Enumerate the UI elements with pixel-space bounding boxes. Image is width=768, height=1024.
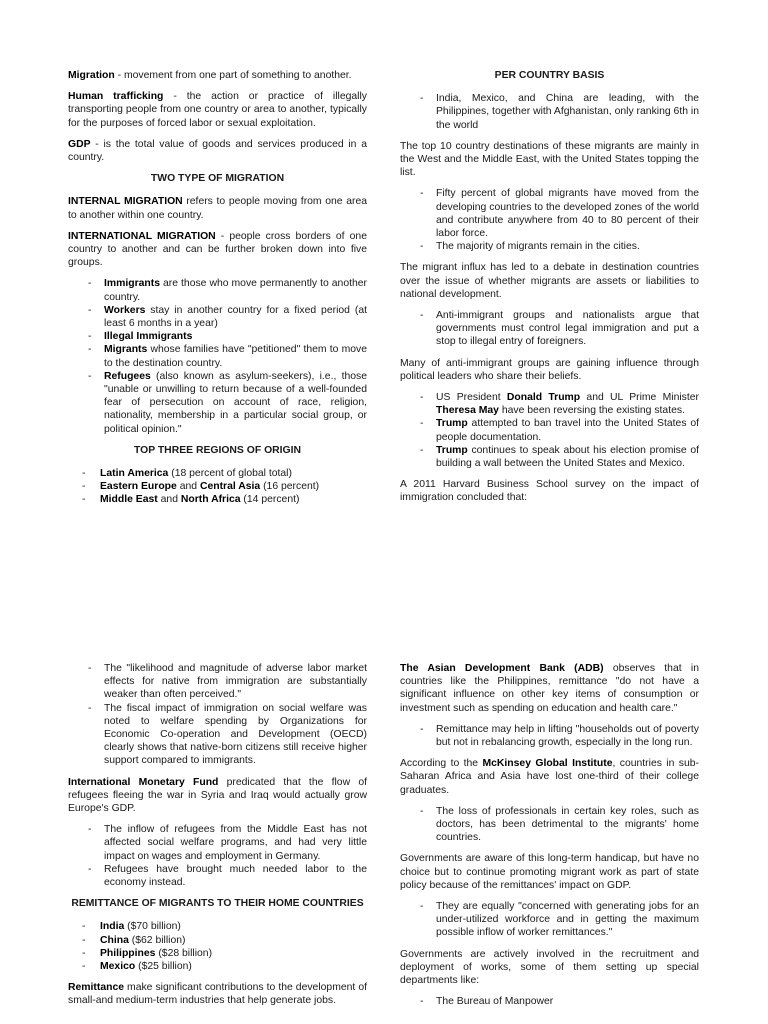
departments-list [400, 995, 699, 1008]
top-left-column [68, 69, 367, 515]
brain-drain-list [400, 805, 699, 845]
definition-human-trafficking: Human trafficking - the action or practice of illegally transporting people from one country or area to another, typically for the purposes of forced labor or sexual exploitation. [68, 91, 367, 129]
paragraph-governments-involved: Governments are actively involved in the recruitment and deployment of works, some of them setting up special departments like: [400, 948, 699, 987]
list-item: - Middle East and North Africa (14 percent) [68, 493, 367, 506]
regions-list [68, 467, 367, 507]
list-item: - The fiscal impact of immigration on social welfare was noted to welfare spending by Organizations for Economic Co-operation and Development (OECD) clearly shows that native-born citizens still receive higher support compared to immigrants. [68, 702, 367, 768]
list-item: - Philippines ($28 billion) [68, 947, 367, 960]
list-item: - US President Donald Trump and UL Prime Minister Theresa May have been reversing the existing states. [400, 391, 699, 417]
list-item: - Latin America (18 percent of global total) [68, 467, 367, 480]
heading-per-country: PER COUNTRY BASIS [494, 70, 605, 81]
list-item: - China ($62 billion) [68, 934, 367, 947]
list-item: - Immigrants are those who move permanently to another country. [68, 277, 367, 303]
paragraph-anti-immigrant-groups: Many of anti-immigrant groups are gaining influence through political leaders who share their beliefs. [400, 357, 699, 382]
list-item: - Fifty percent of global migrants have moved from the developing countries to the developed zones of the world and contribute anywhere from 40 to 80 percent of their labor force. [400, 187, 699, 240]
list-item: - The "likelihood and magnitude of adverse labor market effects for native from immigration are substantially weaker than often perceived." [68, 662, 367, 702]
paragraph-imf: International Monetary Fund predicated that the flow of refugees fleeing the war in Syria and Iraq would actually grow Europe's GDP. [68, 776, 367, 815]
list-item: - The Bureau of Manpower [400, 995, 699, 1008]
heading-top-regions: TOP THREE REGIONS OF ORIGIN [133, 444, 302, 456]
refugee-impact-list [68, 823, 367, 889]
paragraph-adb: The Asian Development Bank (ADB) observes that in countries like the Philippines, remittance "do not have a significant influence on other key items of consumption or investment such as spending on education and health care." [400, 663, 699, 714]
per-country-list [400, 92, 699, 132]
list-item: - India, Mexico, and China are leading, with the Philippines, together with Afghanistan, only ranking 6th in the world [400, 92, 699, 132]
list-item: - The inflow of refugees from the Middle East has not affected social welfare programs, and had very little impact on wages and employment in Germany. [68, 823, 367, 863]
list-item: - The majority of migrants remain in the cities. [400, 240, 699, 253]
list-item: - Eastern Europe and Central Asia (16 percent) [68, 480, 367, 493]
paragraph-harvard-survey: A 2011 Harvard Business School survey on the impact of immigration concluded that: [400, 479, 699, 504]
jobs-list [400, 900, 699, 940]
heading-remittance: REMITTANCE OF MIGRANTS TO THEIR HOME COUNTRIES [71, 898, 364, 910]
list-item: - Anti-immigrant groups and nationalists argue that governments must control legal immigration and put a stop to illegal entry of foreigners. [400, 309, 699, 349]
bottom-left-column [68, 662, 367, 1016]
list-item: - Trump attempted to ban travel into the United States of people documentation. [400, 417, 699, 443]
list-item: - Mexico ($25 billion) [68, 960, 367, 973]
heading-two-type-migration: TWO TYPE OF MIGRATION [150, 173, 285, 185]
internal-migration-paragraph: INTERNAL MIGRATION refers to people moving from one area to another within one country. [68, 196, 368, 221]
international-migration-paragraph: INTERNATIONAL MIGRATION - people cross borders of one country to another and can be further broken down into five groups. [68, 230, 367, 269]
list-item: - The loss of professionals in certain key roles, such as doctors, has been detrimental to the migrants' home countries. [400, 805, 699, 845]
list-item: - India ($70 billion) [68, 920, 367, 933]
list-item: - Trump continues to speak about his election promise of building a wall between the United States and Mexico. [400, 444, 699, 470]
list-item: - Migrants whose families have "petitioned" them to move to the destination country. [68, 343, 367, 369]
paragraph-remittance: Remittance make significant contributions to the development of small-and medium-term industries that help generate jobs. [68, 982, 367, 1007]
survey-findings-list [68, 662, 367, 768]
paragraph-migrant-influx: The migrant influx has led to a debate in destination countries over the issue of whether migrants are assets or liabilities to national development. [400, 262, 699, 300]
migrant-groups-list [68, 277, 367, 435]
list-item: - Workers stay in another country for a fixed period (at least 6 months in a year) [68, 304, 367, 330]
list-item: - Remittance may help in lifting "households out of poverty but not in rebalancing growth, especially in the long run. [400, 723, 699, 749]
list-item: - Refugees (also known as asylum-seekers), i.e., those "unable or unwilling to return because of a well-founded fear of persecution on account of race, religion, nationality, membership in a particular social group, or political opinion." [68, 370, 367, 436]
paragraph-mckinsey: According to the McKinsey Global Institute, countries in sub-Saharan Africa and Asia have lost one-third of their college graduates. [400, 758, 699, 796]
definition-migration: Migration - movement from one part of something to another. [68, 70, 352, 81]
top-right-column [400, 69, 699, 513]
remittance-list [68, 920, 367, 973]
anti-immigrant-list [400, 309, 699, 349]
list-item: - They are equally "concerned with generating jobs for an under-utilized workforce and in getting the maximum possible inflow of worker remittances." [400, 900, 699, 940]
bottom-right-column [400, 662, 699, 1016]
global-migrants-list [400, 187, 699, 253]
leaders-list [400, 391, 699, 470]
list-item: - Refugees have brought much needed labor to the economy instead. [68, 863, 367, 889]
paragraph-top-destinations: The top 10 country destinations of these migrants are mainly in the West and the Middle East, with the United States topping the list. [400, 140, 699, 179]
list-item: - Illegal Immigrants [68, 330, 367, 343]
definition-gdp: GDP - is the total value of goods and services produced in a country. [68, 138, 367, 164]
adb-list [400, 723, 699, 749]
paragraph-governments-aware: Governments are aware of this long-term handicap, but have no choice but to continue promoting migrant work as part of state policy because of the remittances' impact on GDP. [400, 853, 699, 891]
